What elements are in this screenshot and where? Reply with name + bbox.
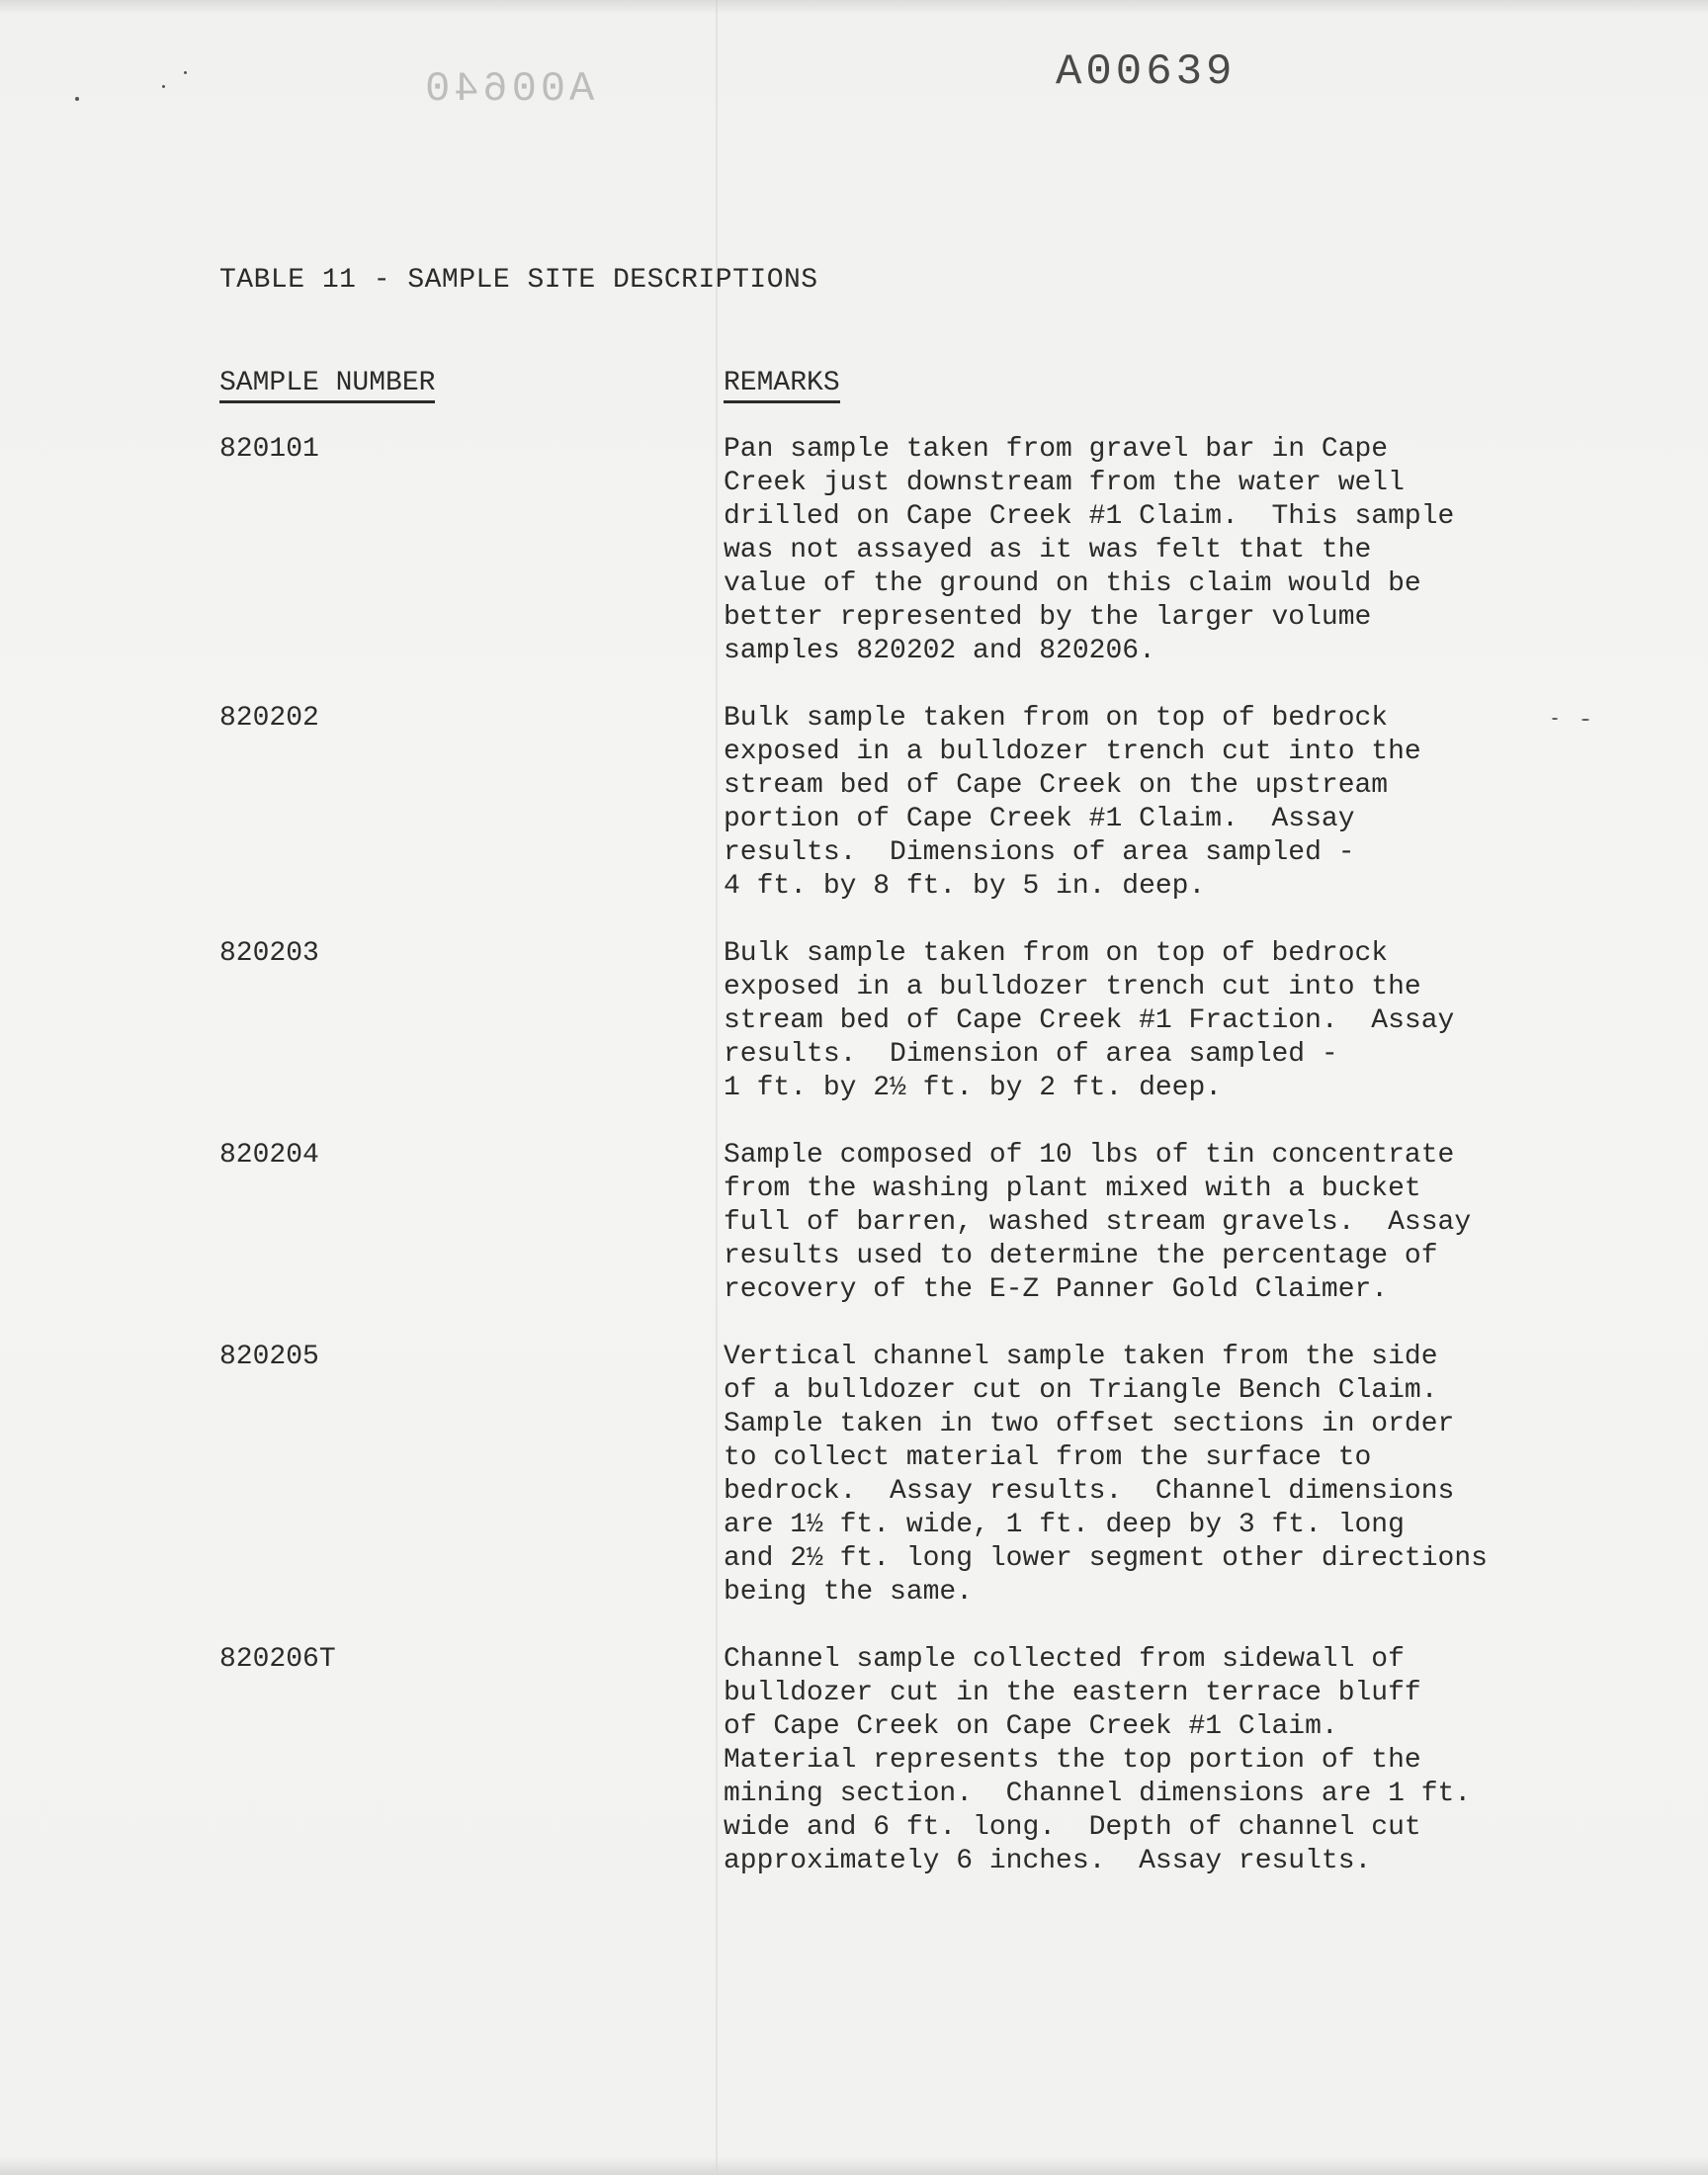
sample-number: 820202 bbox=[219, 703, 319, 734]
sample-table bbox=[219, 433, 1504, 1912]
sample-remarks: Sample composed of 10 lbs of tin concentrate from the washing plant mixed with a bucket full of barren, washed stream gravels. Assay results used to determine the percentage of recovery of the E-Z Panner Gold Claimer. bbox=[724, 1140, 1472, 1305]
sample-number: 820203 bbox=[219, 938, 319, 969]
sample-number: 820204 bbox=[219, 1140, 319, 1171]
sample-number: 820101 bbox=[219, 434, 319, 465]
ink-speck bbox=[162, 85, 165, 88]
sample-remarks: Channel sample collected from sidewall of bulldozer cut in the eastern terrace bluff of Cape Creek on Cape Creek #1 Claim. Material represents the top portion of the mining section. Channel dimensions are 1 ft. wide and 6 ft. long. Depth of channel cut approximately 6 inches. Assay results. bbox=[724, 1644, 1472, 1876]
ghost-document-number: A00640 bbox=[421, 65, 595, 113]
sample-remarks: Pan sample taken from gravel bar in Cape Creek just downstream from the water well drilled on Cape Creek #1 Claim. This sample was not assayed as it was felt that the value of the ground on this claim would be better represented by the larger volume samples 820202 and 820206. bbox=[724, 434, 1455, 666]
scan-edge-bottom bbox=[0, 2157, 1708, 2175]
sample-number: 820206T bbox=[219, 1644, 336, 1675]
header-sample-number: SAMPLE NUMBER bbox=[219, 368, 435, 403]
document-number: A00639 bbox=[1056, 47, 1237, 97]
sample-number: 820205 bbox=[219, 1342, 319, 1372]
table-row bbox=[219, 1139, 1504, 1307]
table-row bbox=[219, 1643, 1504, 1878]
table-row bbox=[219, 1341, 1504, 1610]
scan-edge-top bbox=[0, 0, 1708, 14]
table-row bbox=[219, 433, 1504, 668]
sample-remarks: Bulk sample taken from on top of bedrock exposed in a bulldozer trench cut into the stream bed of Cape Creek #1 Fraction. Assay results. Dimension of area sampled - 1 ft. by 2½ ft. by 2 ft. deep. bbox=[724, 938, 1455, 1103]
ink-speck bbox=[1581, 719, 1589, 721]
table-row bbox=[219, 702, 1504, 904]
header-remarks: REMARKS bbox=[724, 368, 840, 403]
table-title: TABLE 11 - SAMPLE SITE DESCRIPTIONS bbox=[219, 265, 818, 296]
ink-speck bbox=[1552, 718, 1558, 720]
ink-speck bbox=[75, 97, 79, 101]
table-row bbox=[219, 937, 1504, 1105]
sample-remarks: Vertical channel sample taken from the side of a bulldozer cut on Triangle Bench Claim. Sample taken in two offset sections in order to collect material from the surface to bedrock. Assay results. Channel dimensions are 1½ ft. wide, 1 ft. deep by 3 ft. long and 2½ ft. long lower segment other directions being the same. bbox=[724, 1342, 1488, 1608]
ink-speck bbox=[184, 71, 187, 74]
sample-remarks: Bulk sample taken from on top of bedrock exposed in a bulldozer trench cut into the stream bed of Cape Creek on the upstream portion of Cape Creek #1 Claim. Assay results. Dimensions of area sampled - 4 ft. by 8 ft. by 5 in. deep. bbox=[724, 703, 1421, 902]
